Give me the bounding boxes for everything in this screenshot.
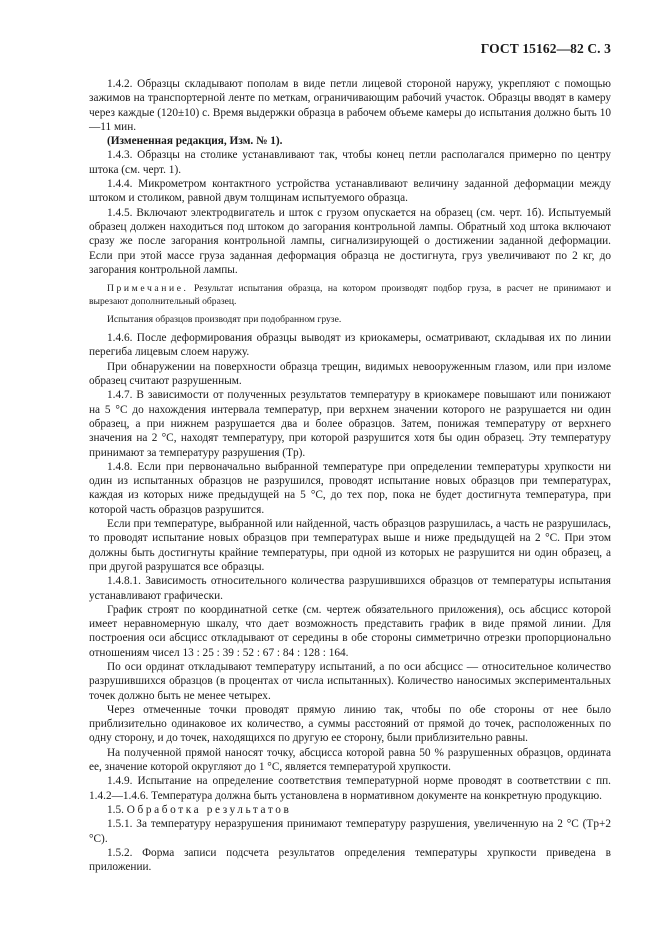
document-body (89, 77, 611, 874)
paragraph-graph: График строят по координатной сетке (см. чертеж обязательного приложения), ось абсцисс которой имеет неравномерную шкалу, что дает возможность представить график в виде прямой линии. Для построения оси абсцисс откладывают от середины в обе стороны симметрично отрезки пропорционально отношениям чисел 13 : 25 : 39 : 52 : 67 : 84 : 128 : 164. (89, 603, 611, 659)
paragraph-1-4-9: 1.4.9. Испытание на определение соответствия температурной норме проводят в соответствии с пп. 1.4.2—1.4.6. Температура должна быть установлена в нормативном документе на конкретную продукцию. (89, 775, 611, 802)
paragraph-1-4-2: 1.4.2. Образцы складывают пополам в виде петли лицевой стороной наружу, укрепляют с помощью зажимов на транспортерной ленте по меткам, ограничивающим рабочий участок. Образцы вводят в камеру через каждые (120±10) с. Время выдержки образца в рабочем объеме камеры до испытания должно быть 10—11 мин. (89, 78, 611, 133)
paragraph-1-4-7: 1.4.7. В зависимости от полученных результатов температуру в криокамере повышают или понижают на 5 °С до нахождения интервала температур, при верхнем значении которого не разрушается ни один образец, а при нижнем разрушается два и более образцов. Затем, понижая температуру от верхнего значения на 2 °С, находят температуру, при которой разрушится хотя бы один образец. Эту температуру принимают за температуру разрушения (Tp). (89, 389, 611, 459)
paragraph-1-4-8: 1.4.8. Если при первоначально выбранной температуре при определении температуры хрупкости ни один из испытанных образцов не разрушился, проводят испытание новых образцов при температурах, каждая из которых ниже предыдущей на 5 °С, до тех пор, пока не будет достигнута температура, при которой часть образцов разрушится. (89, 460, 611, 516)
paragraph-1-5-2: 1.5.2. Форма записи подсчета результатов определения температуры хрупкости приведена в приложении. (89, 846, 611, 874)
section-number: 1.5. (107, 803, 127, 816)
note-2: Испытания образцов производят при подобранном грузе. (107, 314, 342, 326)
note (89, 282, 611, 308)
paragraph-1-4-6: 1.4.6. После деформирования образцы выводят из криокамеры, осматривают, складывая их по линии перегиба лицевым слоем наружу. (89, 332, 611, 359)
paragraph-point: На полученной прямой наносят точку, абсцисса которой равна 50 % разрушенных образцов, ордината ее, значение которой округляют до 1 °С, является температурой хрупкости. (89, 746, 611, 774)
paragraph-partial: Если при температуре, выбранной или найденной, часть образцов разрушилась, а часть не разрушилась, то проводят испытание новых образцов при температурах выше и ниже предыдущей на 2 °С. При этом должны быть достигнуты крайние температуры, при одной из которых не разрушится ни один образец, а при другой разрушатся все образцы. (89, 518, 611, 573)
paragraph-1-5-1: 1.5.1. За температуру неразрушения принимают температуру разрушения, увеличенную на 2 °С (Tp+2 °С). (89, 818, 611, 845)
running-header: ГОСТ 15162—82 С. 3 (480, 41, 611, 56)
paragraph-ordinate: По оси ординат откладывают температуру испытаний, а по оси абсцисс — относительное количество разрушившихся образцов (в процентах от числа испытанных). Количество наносимых экспериментальных точек должно быть не менее четырех. (89, 660, 611, 702)
paragraph-1-4-4: 1.4.4. Микрометром контактного устройства устанавливают величину заданной деформации между штоком и столиком, равной двум толщинам испытуемого образца. (89, 178, 611, 205)
section-1-5-heading (89, 803, 611, 817)
note-text: Результат испытания образца, на котором производят подбор груза, в расчет не принимают и вырезают дополнительный образец. (89, 283, 611, 308)
amendment-note: (Измененная редакция, Изм. № 1). (107, 135, 283, 148)
paragraph-1-4-5: 1.4.5. Включают электродвигатель и шток с грузом опускается на образец (см. черт. 1б). Испытуемый образец должен находиться под штоком до загорания контрольной лампы. Обратный ход штока включают сразу же после загорания контрольной лампы, сигнализирующей о достижении заданной деформации. Если при этой массе груза заданная деформация образца не достигнута, груз увеличивают по 2 кг, до загорания контрольной лампы. (89, 206, 611, 276)
paragraph-1-4-8-1: 1.4.8.1. Зависимость относительного количества разрушившихся образцов от температуры испытания устанавливают графически. (89, 575, 611, 602)
paragraph-defect: При обнаружении на поверхности образца трещин, видимых невооруженным глазом, или при изломе образец считают разрушенным. (89, 360, 611, 388)
note-label: Примечание. (107, 283, 189, 295)
section-title: Обработка результатов (126, 803, 292, 816)
paragraph-line: Через отмеченные точки проводят прямую линию так, чтобы по обе стороны от нее было приблизительно одинаковое их количество, а суммы расстояний от прямой до точек, расположенных по одну сторону, и до точек, находящихся по другую ее сторону, были приблизительно равны. (89, 703, 611, 745)
paragraph-1-4-3: 1.4.3. Образцы на столике устанавливают так, чтобы конец петли располагался примерно по центру штока (см. черт. 1). (89, 149, 611, 176)
